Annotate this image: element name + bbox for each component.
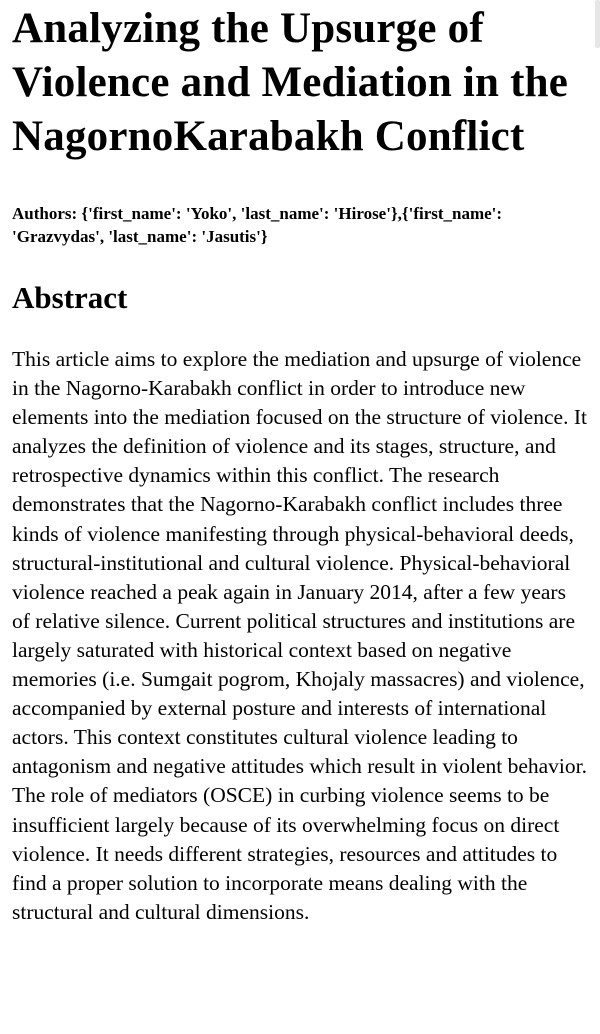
article-authors: Authors: {'first_name': 'Yoko', 'last_name': 'Hirose'},{'first_name': 'Grazvydas', 'last_name': 'Jasutis'} — [12, 204, 503, 246]
abstract-heading: Abstract — [12, 280, 128, 315]
article-page — [12, 0, 588, 927]
article-title: Analyzing the Upsurge of Violence and Mediation in the NagornoKarabakh Conflict — [12, 5, 569, 160]
abstract-text: This article aims to explore the mediation and upsurge of violence in the Nagorno-Karabakh conflict in order to introduce new elements into the mediation focused on the structure of violence. It analyzes the definition of violence and its stages, structure, and retrospective dynamics within this conflict. The research demonstrates that the Nagorno-Karabakh conflict includes three kinds of violence manifesting through physical-behavioral deeds, structural-institutional and cultural violence. Physical-behavioral violence reached a peak again in January 2014, after a few years of relative silence. Current political structures and institutions are largely saturated with historical context based on negative memories (i.e. Sumgait pogrom, Khojaly massacres) and violence, accompanied by external posture and interests of international actors. This context constitutes cultural violence leading to antagonism and negative attitudes which result in violent behavior. The role of mediators (OSCE) in curbing violence seems to be insufficient largely because of its overwhelming focus on direct violence. It needs different strategies, resources and attitudes to find a proper solution to incorporate means dealing with the structural and cultural dimensions. — [12, 347, 587, 924]
scrollbar-thumb[interactable] — [595, 0, 600, 48]
